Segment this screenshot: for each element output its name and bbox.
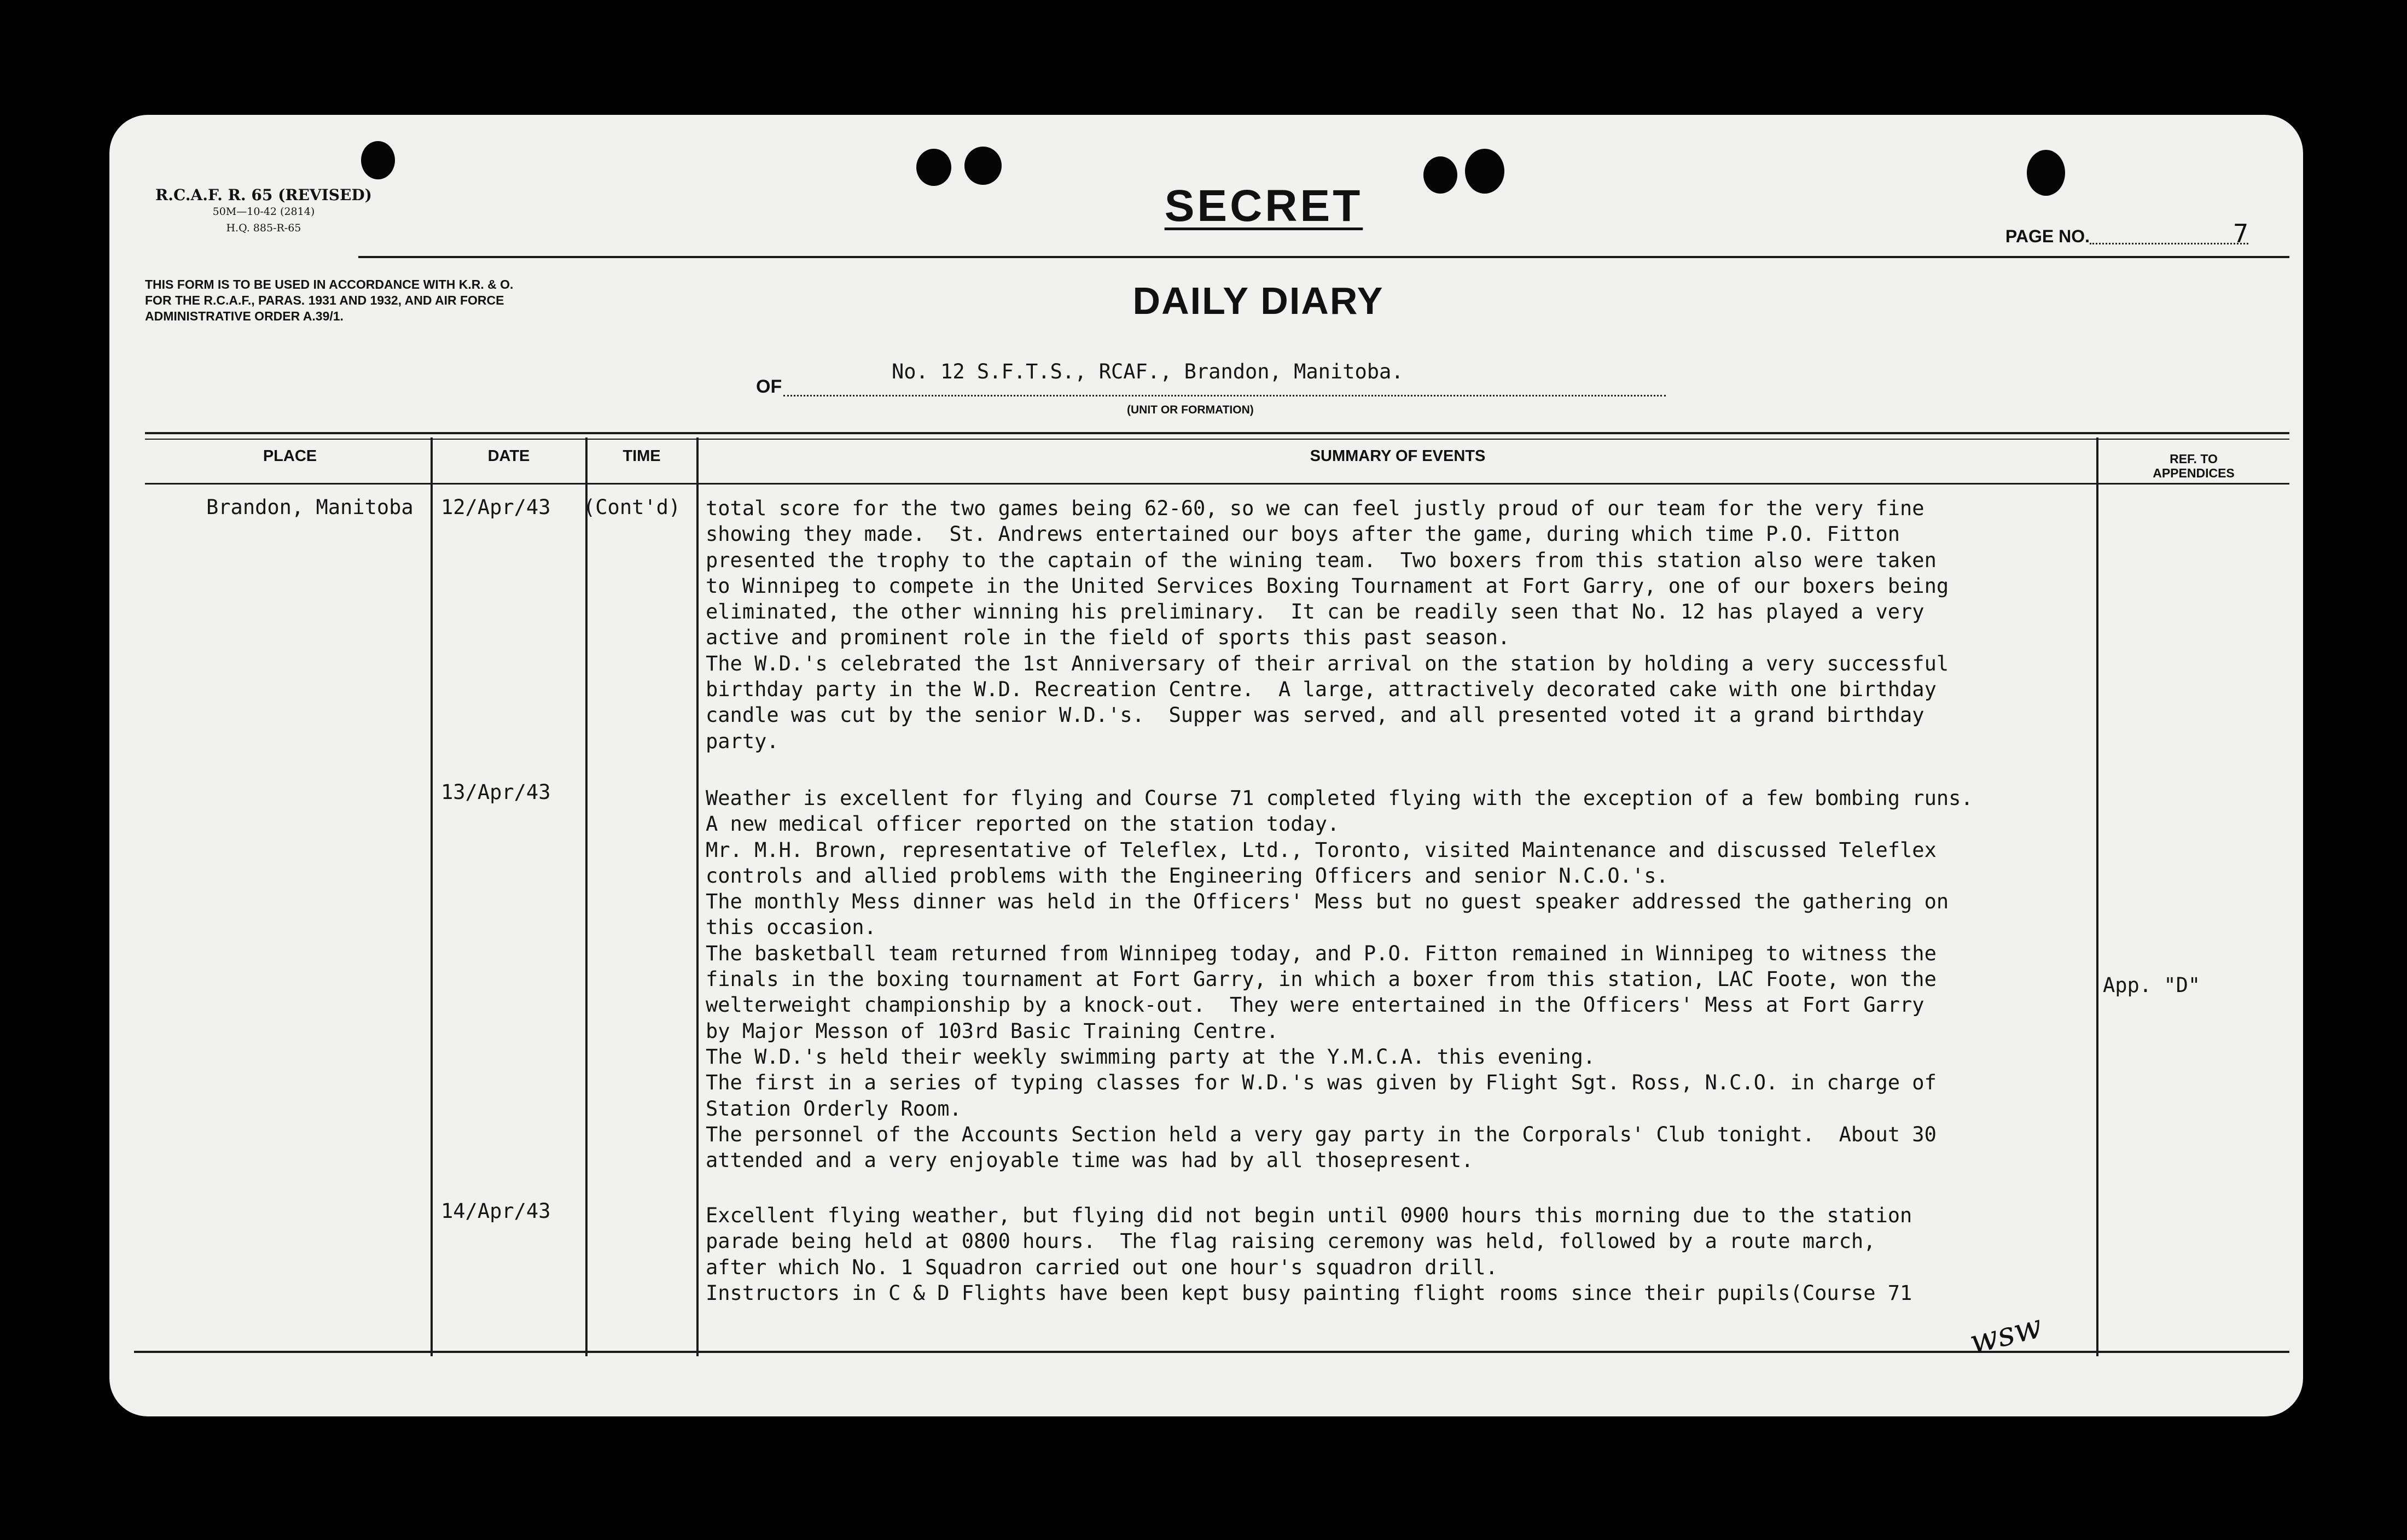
punch-hole: [964, 147, 1002, 185]
column-header-ref-line2: APPENDICES: [2153, 466, 2235, 480]
diary-form: [109, 115, 2303, 1416]
usage-note: THIS FORM IS TO BE USED IN ACCORDANCE WITH K.R. & O. FOR THE R.C.A.F., PARAS. 1931 AND 1932, AND AIR FORCE ADMINISTRATIVE ORDER A.39/1.: [145, 277, 514, 323]
column-header-ref-line1: REF. TO: [2170, 452, 2218, 466]
handwritten-initials: wsw: [1966, 1306, 2046, 1362]
entry-summary: Weather is excellent for flying and Course 71 completed flying with the exception of a few bombing runs. A new medical officer reported on the station today. Mr. M.H. Brown, representative of Teleflex, Ltd., Toronto, visited Maintenance and discussed Teleflex controls and allied problems with the Engineering Officers and senior N.C.O.'s. The monthly Mess dinner was held in the Officers' Mess but no guest speaker addressed the gathering on this occasion. The basketball team returned from Winnipeg today, and P.O. Fitton remained in Winnipeg to witness the finals in the boxing tournament at Fort Garry, in which a boxer from this station, LAC Foote, won the welterweight championship by a knock-out. They were entertained in the Officers' Mess at Fort Garry by Major Messon of 103rd Basic Training Centre. The W.D.'s held their weekly swimming party at the Y.M.C.A. this evening. The first in a series of typing classes for W.D.'s was given by Flight Sgt. Ross, N.C.O. in charge of Station Orderly Room. The personnel of the Accounts Section held a very gay party in the Corporals' Club tonight. About 30 attended and a very enjoyable time was had by all thosepresent.: [706, 786, 1973, 1172]
of-label: OF: [756, 376, 782, 397]
column-header-rule: [145, 483, 2289, 485]
entry-date: 13/Apr/43: [441, 780, 551, 804]
form-reference: [155, 187, 372, 236]
column-header-place: PLACE: [263, 447, 317, 465]
column-divider-place-date: [431, 438, 433, 1356]
form-hq-file: H.Q. 885-R-65: [226, 222, 301, 234]
entry-time: (Cont'd): [583, 495, 681, 519]
column-header-date: DATE: [487, 447, 530, 465]
punch-hole: [916, 149, 951, 186]
column-divider-date-time: [585, 438, 588, 1356]
punch-hole: [361, 141, 395, 179]
entry-appendix-ref: App. "D": [2103, 973, 2201, 997]
form-title: DAILY DIARY: [1132, 279, 1384, 322]
unit-dotted-line: [783, 395, 1666, 396]
page-number-value: 7: [2090, 224, 2248, 244]
entry-place: Brandon, Manitoba: [206, 495, 414, 519]
column-header-summary: SUMMARY OF EVENTS: [1310, 447, 1486, 465]
page-number-label: PAGE NO.: [2005, 226, 2090, 246]
entry-summary: Excellent flying weather, but flying did not begin until 0900 hours this morning due to the station parade being held at 0800 hours. The flag raising ceremony was held, followed by a route march, after which No. 1 Squadron carried out one hour's squadron drill. Instructors in C & D Flights have been kept busy painting flight rooms since their pupils(Course 71: [706, 1204, 1912, 1305]
column-header-time: TIME: [623, 447, 661, 465]
unit-name: No. 12 S.F.T.S., RCAF., Brandon, Manitoba.: [892, 360, 1404, 383]
column-divider-time-summary: [696, 438, 699, 1356]
table-top-rule-inner: [145, 439, 2289, 440]
form-print-run: 50M—10-42 (2814): [212, 206, 315, 218]
page-number-field: [2005, 219, 2248, 248]
punch-hole: [2027, 150, 2065, 196]
header-rule: [358, 256, 2289, 258]
table-bottom-rule: [134, 1351, 2289, 1353]
entry-date: 14/Apr/43: [441, 1199, 551, 1223]
column-header-ref: [2101, 452, 2287, 480]
table-top-rule: [145, 432, 2289, 434]
classification-stamp: SECRET: [1164, 181, 1363, 231]
punch-hole: [1423, 156, 1457, 194]
entry-date: 12/Apr/43: [441, 495, 551, 519]
punch-hole: [1465, 149, 1504, 194]
form-number: R.C.A.F. R. 65 (REVISED): [155, 186, 372, 204]
unit-caption: (UNIT OR FORMATION): [1127, 404, 1254, 416]
entry-summary: total score for the two games being 62-60, so we can feel justly proud of our team for the very fine showing they made. St. Andrews entertained our boys after the game, during which time P.O. Fitton presented the trophy to the captain of the wining team. Two boxers from this station also were taken to Winnipeg to compete in the United Services Boxing Tournament at Fort Garry, one of our boxers being eliminated, the other winning his preliminary. It can be readily seen that No. 12 has played a very active and prominent role in the field of sports this past season. The W.D.'s celebrated the 1st Anniversary of their arrival on the station by holding a very successful birthday party in the W.D. Recreation Centre. A large, attractively decorated cake with one birthday candle was cut by the senior W.D.'s. Supper was served, and all presented voted it a grand birthday party.: [706, 497, 1949, 753]
